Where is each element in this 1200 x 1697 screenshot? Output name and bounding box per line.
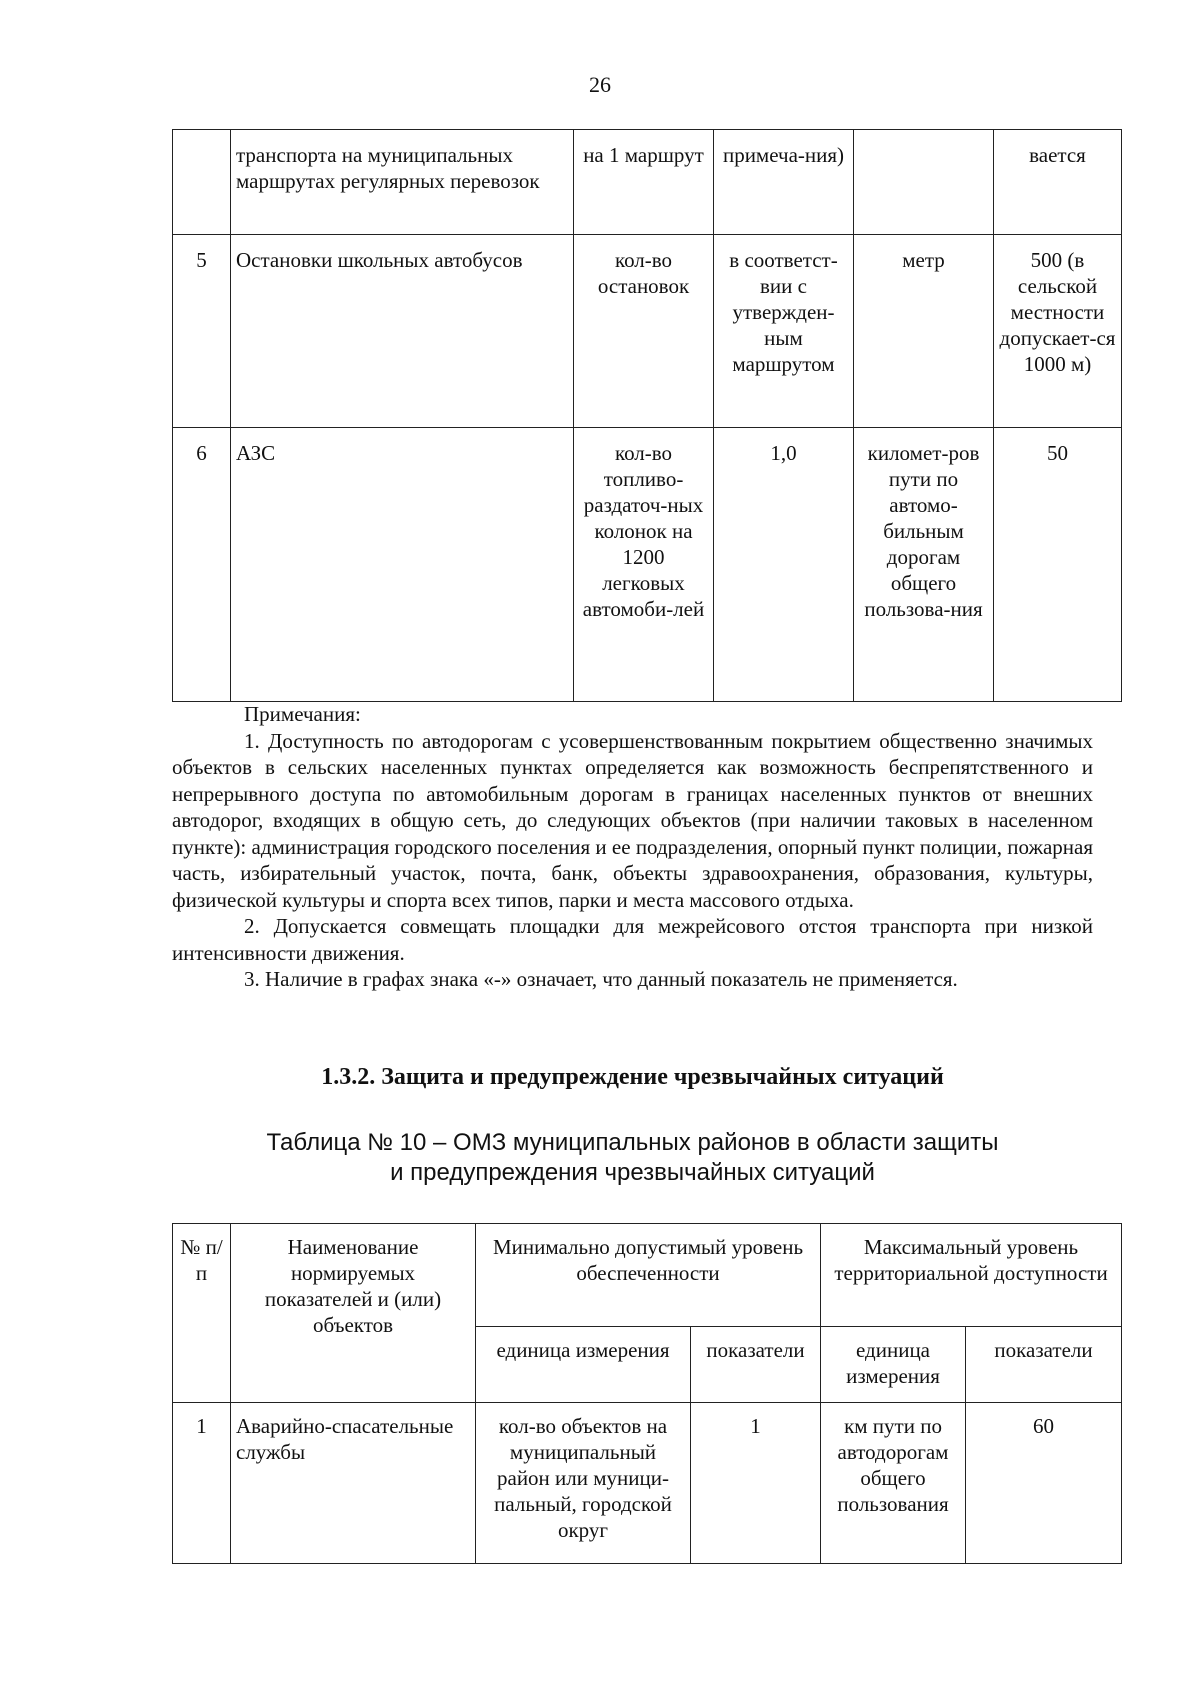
cell-num: 1 (173, 1403, 231, 1564)
cell-value: в соответст-вии с утвержден-ным маршрутом (714, 235, 854, 428)
cell-access-unit: км пути по автодорогам общего пользования (821, 1403, 966, 1564)
cell-access-value: 500 (в сельской местности допускает-ся 1000 м) (994, 235, 1122, 428)
cell-name: транспорта на муниципальных маршрутах регулярных перевозок (231, 130, 574, 235)
notes-block (172, 701, 1093, 993)
cell-access-unit: километ-ров пути по автомо-бильным дорогам общего пользова-ния (854, 428, 994, 702)
header-max-level: Максимальный уровень территориальной доступности (821, 1224, 1122, 1327)
header-min-level: Минимально допустимый уровень обеспеченности (476, 1224, 821, 1327)
cell-unit: кол-во объектов на муниципальный район или муници-пальный, городской округ (476, 1403, 691, 1564)
cell-num: 6 (173, 428, 231, 702)
header-unit: единица измерения (476, 1327, 691, 1403)
table-caption-line: и предупреждения чрезвычайных ситуаций (390, 1159, 875, 1186)
header-indicators: показатели (691, 1327, 821, 1403)
notes-caption: Примечания: (244, 702, 361, 726)
cell-unit: кол-во топливо-раздаточ-ных колонок на 1200 легковых автомоби-лей (574, 428, 714, 702)
cell-value: 1,0 (714, 428, 854, 702)
cell-name: АЗС (231, 428, 574, 702)
header-name: Наименование нормируемых показателей и (или) объектов (231, 1224, 476, 1403)
cell-num (173, 130, 231, 235)
cell-access-value: вается (994, 130, 1122, 235)
cell-unit: на 1 маршрут (574, 130, 714, 235)
cell-value: примеча-ния) (714, 130, 854, 235)
section-heading: 1.3.2. Защита и предупреждение чрезвычайных ситуаций (321, 1064, 944, 1090)
continued-table (172, 129, 1122, 702)
cell-access-value: 50 (994, 428, 1122, 702)
table-caption-line: Таблица № 10 – ОМЗ муниципальных районов в области защиты (266, 1129, 999, 1156)
cell-access-unit (854, 130, 994, 235)
cell-unit: кол-во остановок (574, 235, 714, 428)
note-item: 2. Допускается совмещать площадки для межрейсового отстоя транспорта при низкой интенсивности движения. (172, 914, 1093, 965)
table-row (173, 428, 1122, 702)
header-num: № п/п (173, 1224, 231, 1403)
cell-value: 1 (691, 1403, 821, 1564)
table-header-row (173, 1224, 1122, 1327)
note-item: 3. Наличие в графах знака «-» означает, что данный показатель не применяется. (244, 967, 958, 991)
table-row (173, 130, 1122, 235)
table-caption (0, 1128, 1200, 1188)
cell-access-value: 60 (966, 1403, 1122, 1564)
table-10 (172, 1223, 1122, 1564)
note-item: 1. Доступность по автодорогам с усовершенствованным покрытием общественно значимых объектов в сельских населенных пунктах определяется как возможность беспрепятственного и непрерывного доступа по автомобильным дорогам в границах населенных пунктов от внешних автодорог, входящих в общую сеть, до следующих объектов (при наличии таковых в населенном пункте): администрация городского поселения и ее подразделения, опорный пункт полиции, пожарная часть, избирательный участок, почта, банк, объекты здравоохранения, образования, культуры, физической культуры и спорта всех типов, парки и места массового отдыха. (172, 728, 1093, 912)
header-indicators-2: показатели (966, 1327, 1122, 1403)
page-number: 26 (589, 72, 611, 97)
cell-num: 5 (173, 235, 231, 428)
table-row (173, 235, 1122, 428)
cell-access-unit: метр (854, 235, 994, 428)
header-unit-2: единица измерения (821, 1327, 966, 1403)
table-row (173, 1403, 1122, 1564)
cell-name: Аварийно-спасательные службы (231, 1403, 476, 1564)
cell-name: Остановки школьных автобусов (231, 235, 574, 428)
